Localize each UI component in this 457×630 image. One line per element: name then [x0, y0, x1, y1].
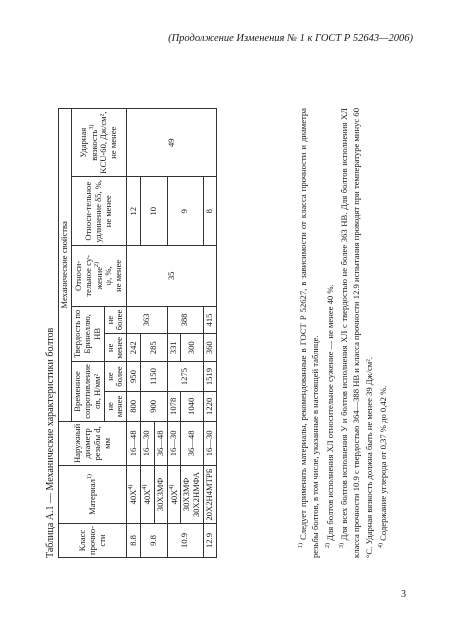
class-cell: 9.8: [140, 523, 167, 557]
elongation-cell: 9: [167, 177, 203, 246]
col-material: Материал$^{1)}$: [59, 466, 127, 524]
hardness-min-cell: 300: [181, 334, 204, 362]
tensile-min-cell: 900: [140, 391, 167, 421]
diameter-cell: 36—48: [181, 421, 204, 465]
page-header: (Продолжение Изменения № 1 к ГОСТ Р 52643—2006): [168, 33, 413, 44]
col-elongation: Относи-тельное удлинение δ5, %, не менее: [71, 177, 126, 246]
footnote-4: $^{4)}$ Содержание углерода от 0,37 % до 0,42 %.: [377, 385, 388, 548]
impact-cell: 49: [127, 109, 217, 177]
material-cell: 20Х2Н4МТРБ: [204, 466, 217, 524]
material-cell: $40Х^{4)}$: [167, 466, 181, 524]
hardness-min-cell: 360: [204, 334, 217, 362]
table-caption: Таблица А.1 — Механические характеристики болтов: [45, 327, 56, 558]
col-hardness-max: не более: [104, 306, 127, 334]
hardness-min-cell: 242: [127, 334, 141, 362]
hardness-max-cell: 415: [204, 306, 217, 334]
reduction-cell: 35: [127, 246, 217, 307]
tensile-min-cell: 1078: [167, 391, 181, 421]
tensile-max-cell: 1150: [140, 362, 167, 392]
col-tensile-min: не менее: [104, 391, 127, 421]
hardness-max-cell: 388: [167, 306, 203, 334]
material-cell: 30Х3МФ 30Х2НМФА: [181, 466, 204, 524]
hardness-max-cell: 363: [127, 306, 167, 334]
col-hardness: Твердость по Бринеллю, НВ: [71, 306, 104, 362]
footnote-1: $^{1)}$ Следует применять материалы, рекомендованные в ГОСТ Р 52627, в зависимости от класса прочности и диаметра резьбы болтов, в том числе, указанные в настоящей таблице.: [297, 108, 321, 558]
tensile-max-cell: 1519: [204, 362, 217, 392]
hardness-min-cell: 285: [140, 334, 167, 362]
class-cell: 12.9: [204, 523, 217, 557]
elongation-cell: 12: [127, 177, 141, 246]
class-cell: 10.9: [167, 523, 203, 557]
material-cell: 30Х3МФ: [154, 466, 167, 524]
col-tensile-max: не более: [104, 362, 127, 392]
tensile-max-cell: 1275: [167, 362, 203, 392]
class-cell: 8.8: [127, 523, 141, 557]
col-reduction: Относи-тельное су-жение$^{2)}$ ψ, %, не менее: [71, 246, 126, 307]
tensile-max-cell: 950: [127, 362, 141, 392]
col-mech-props: Механические свойства: [59, 109, 72, 422]
tensile-min-cell: 800: [127, 391, 141, 421]
elongation-cell: 8: [204, 177, 217, 246]
hardness-min-cell: 331: [167, 334, 181, 362]
col-impact: Ударная вязкость$^{3)}$ KCU-60, Дж/см², не менее: [71, 109, 126, 177]
col-diameter: Наружный диаметр резьбы d, мм: [59, 421, 127, 465]
material-cell: $40Х^{4)}$: [140, 466, 154, 524]
elongation-cell: 10: [140, 177, 167, 246]
material-cell: $40Х^{4)}$: [127, 466, 141, 524]
table-row: [127, 109, 141, 558]
page-number: 3: [401, 589, 406, 600]
footnote-3: $^{3)}$ Для всех болтов исполнения У и болтов исполнения ХЛ с твердостью не более 363 НВ. Для болтов исполнения ХЛ класса прочности 10.9 с твердостью 364—388 НВ и класса прочности 12.9 испытания проводят при температуре минус 60 °С. Ударная вязкость должна быть не менее 39 Дж/см².: [338, 108, 374, 558]
diameter-cell: 16—30: [167, 421, 181, 465]
diameter-cell: 36—48: [154, 421, 167, 465]
bolt-properties-table: [58, 108, 217, 558]
col-hardness-min: не менее: [104, 334, 127, 362]
col-tensile: Временное сопротивление σв, Н/мм²: [71, 362, 104, 422]
rotated-table-block: [45, 108, 388, 558]
diameter-cell: 16—30: [204, 421, 217, 465]
diameter-cell: 16—48: [127, 421, 141, 465]
diameter-cell: 16—30: [140, 421, 154, 465]
footnotes: [295, 108, 389, 558]
footnote-2: $^{2)}$ Для болтов исполнения ХЛ относительное сужение — не менее 40 %.: [324, 284, 335, 548]
tensile-min-cell: 1040: [181, 391, 204, 421]
tensile-min-cell: 1220: [204, 391, 217, 421]
col-class: Класс прочно-сти: [59, 523, 127, 557]
